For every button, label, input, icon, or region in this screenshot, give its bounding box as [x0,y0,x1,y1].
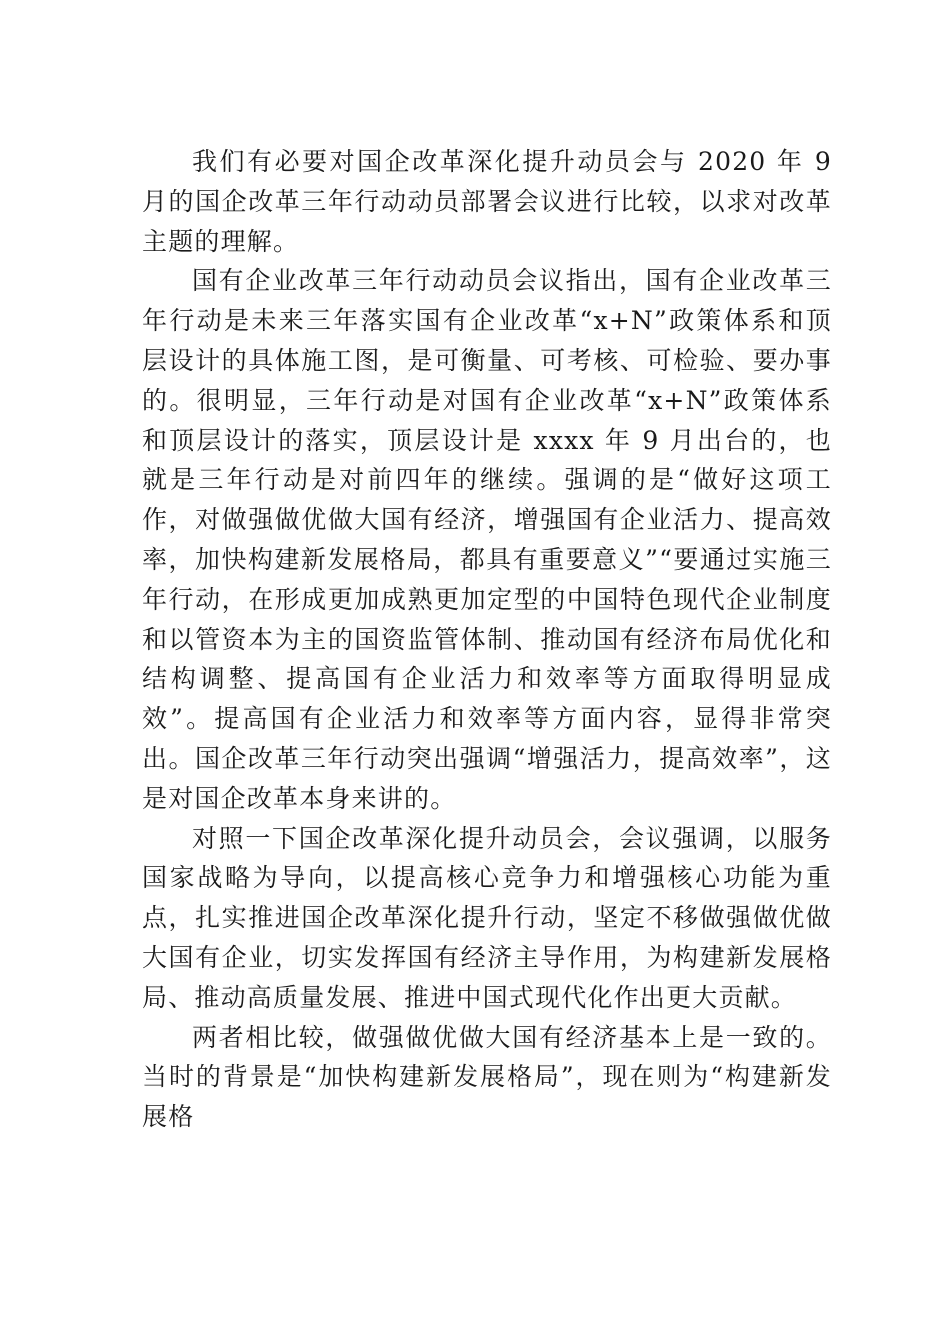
body-text [142,142,832,1137]
paragraph-4: 两者相比较，做强做优做大国有经济基本上是一致的。当时的背景是“加快构建新发展格局”，现在则为“构建新发展格 [142,1022,832,1132]
paragraph-3: 对照一下国企改革深化提升动员会，会议强调，以服务国家战略为导向，以提高核心竞争力和增强核心功能为重点，扎实推进国企改革深化提升行动，坚定不移做强做优做大国有企业，切实发挥国有经济主导作用，为构建新发展格局、推动高质量发展、推进中国式现代化作出更大贡献。 [142,823,832,1012]
paragraph-1: 我们有必要对国企改革深化提升动员会与 2020 年 9 月的国企改革三年行动动员部署会议进行比较，以求对改革主题的理解。 [142,147,832,256]
paragraph-2: 国有企业改革三年行动动员会议指出，国有企业改革三年行动是未来三年落实国有企业改革“x+N”政策体系和顶层设计的具体施工图，是可衡量、可考核、可检验、要办事的。很明显，三年行动是对国有企业改革“x+N”政策体系和顶层设计的落实，顶层设计是 xxxx 年 9 月出台的，也就是三年行动是对前四年的继续。强调的是“做好这项工作，对做强做优做大国有经济，增强国有企业活力、提高效率，加快构建新发展格局，都具有重要意义”“要通过实施三年行动，在形成更加成熟更加定型的中国特色现代企业制度和以管资本为主的国资监管体制、推动国有经济布局优化和结构调整、提高国有企业活力和效率等方面取得明显成效”。提高国有企业活力和效率等方面内容，显得非常突出。国企改革三年行动突出强调“增强活力，提高效率”，这是对国企改革本身来讲的。 [142,266,832,813]
